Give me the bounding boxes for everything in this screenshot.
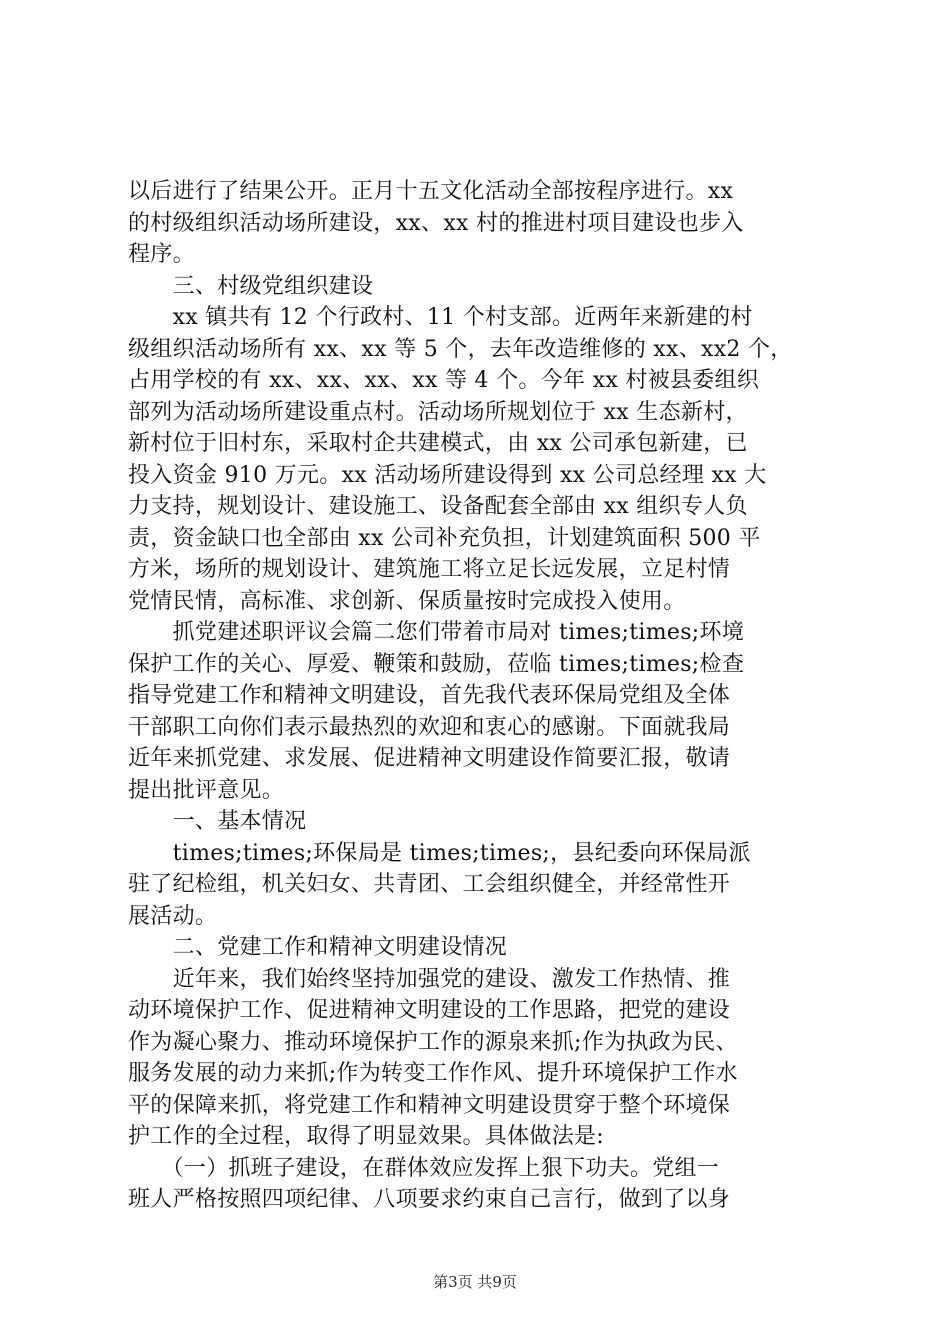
text-line: 护工作的全过程，取得了明显效果。具体做法是:: [128, 1124, 605, 1149]
text-line: 驻了纪检组，机关妇女、共青团、工会组织健全，并经常性开: [128, 872, 731, 897]
text-line: 班人严格按照四项纪律、八项要求约束自己言行，做到了以身: [128, 1187, 731, 1212]
text-line: 展活动。: [128, 903, 218, 929]
text-line: 近年来，我们始终坚持加强党的建设、激发工作热情、推: [128, 966, 731, 992]
section-heading: 二、党建工作和精神文明建设情况: [128, 935, 508, 960]
text-line: 方米，场所的规划设计、建筑施工将立足长远发展，立足村情: [128, 557, 731, 582]
text-line: xx 镇共有 12 个行政村、11 个村支部。近两年来新建的村: [128, 305, 753, 330]
text-line: 近年来抓党建、求发展、促进精神文明建设作简要汇报，敬请: [128, 746, 731, 771]
text-line: 以后进行了结果公开。正月十五文化活动全部按程序进行。xx: [128, 179, 734, 204]
text-line: 部列为活动场所建设重点村。活动场所规划位于 xx 生态新村，: [128, 399, 748, 425]
text-line: 保护工作的关心、厚爱、鞭策和鼓励，莅临 times;times;检查: [128, 651, 745, 677]
text-line: 指导党建工作和精神文明建设，首先我代表环保局党组及全体: [128, 683, 731, 708]
text-line: times;times;环保局是 times;times;，县纪委向环保局派: [128, 840, 751, 866]
text-line: 服务发展的动力来抓;作为转变工作作风、提升环境保护工作水: [128, 1061, 738, 1086]
text-line: 的村级组织活动场所建设，xx、xx 村的推进村项目建设也步入: [128, 210, 744, 236]
text-line: 投入资金 910 万元。xx 活动场所建设得到 xx 公司总经理 xx 大: [128, 462, 767, 488]
section-heading: 一、基本情况: [128, 809, 307, 834]
document-body: [128, 176, 843, 1216]
text-line: 程序。: [128, 242, 195, 267]
text-line: （一）抓班子建设，在群体效应发挥上狠下功夫。党组一: [128, 1155, 720, 1181]
text-line: 新村位于旧村东，采取村企共建模式，由 xx 公司承包新建，已: [128, 431, 748, 456]
text-line: 平的保障来抓，将党建工作和精神文明建设贯穿于整个环境保: [128, 1092, 731, 1118]
section-heading: 三、村级党组织建设: [128, 273, 374, 299]
text-line: 干部职工向你们表示最热烈的欢迎和衷心的感谢。下面就我局: [128, 714, 731, 740]
text-line: 提出批评意见。: [128, 777, 285, 803]
page-footer: 第3页 共9页: [433, 1273, 517, 1291]
text-line: 级组织活动场所有 xx、xx 等 5 个，去年改造维修的 xx、xx2 个，: [128, 336, 793, 362]
text-line: 占用学校的有 xx、xx、xx、xx 等 4 个。今年 xx 村被县委组织: [128, 368, 760, 393]
text-line: 责，资金缺口也全部由 xx 公司补充负担，计划建筑面积 500 平: [128, 525, 761, 551]
text-line: 动环境保护工作、促进精神文明建设的工作思路，把党的建设: [128, 998, 731, 1023]
text-line: 作为凝心聚力、推动环境保护工作的源泉来抓;作为执政为民、: [128, 1029, 738, 1055]
text-line: 抓党建述职评议会篇二您们带着市局对 times;times;环境: [128, 620, 745, 645]
text-line: 力支持，规划设计、建设施工、设备配套全部由 xx 组织专人负: [128, 494, 748, 519]
text-line: 党情民情，高标准、求创新、保质量按时完成投入使用。: [128, 588, 686, 614]
